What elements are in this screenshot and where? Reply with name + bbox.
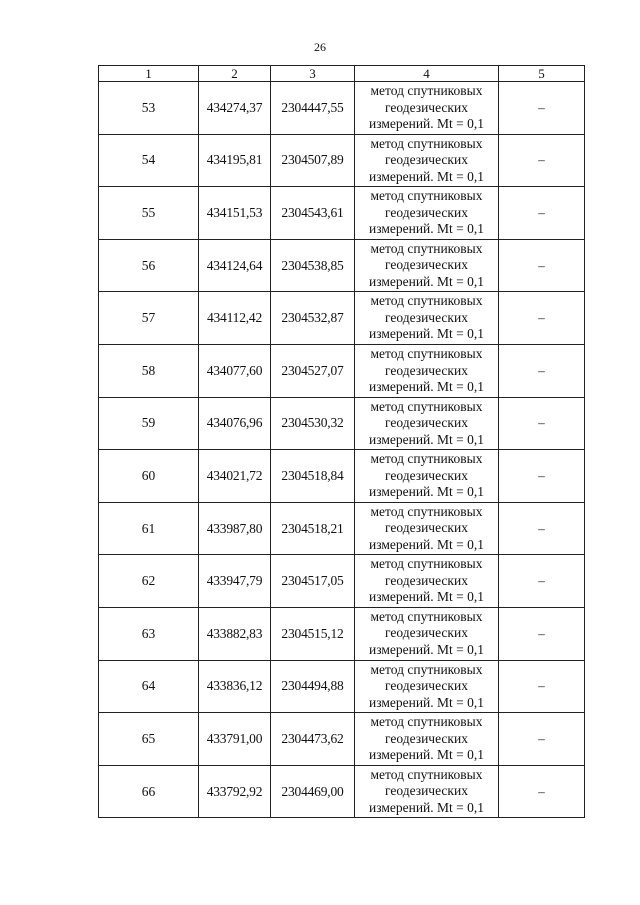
coordinate-x: 433947,79 — [199, 555, 271, 608]
coordinate-x: 434076,96 — [199, 397, 271, 450]
point-number: 66 — [99, 765, 199, 818]
column-5-value: – — [499, 502, 585, 555]
method-line: геодезических — [385, 415, 468, 431]
column-5-value: – — [499, 397, 585, 450]
method-description — [355, 555, 499, 608]
method-line: геодезических — [385, 152, 468, 168]
method-line: измерений. Mt = 0,1 — [368, 116, 485, 132]
column-5-value: – — [499, 765, 585, 818]
point-number: 65 — [99, 713, 199, 766]
table-row — [99, 397, 585, 450]
method-line: метод спутниковых — [370, 188, 483, 204]
method-description — [355, 134, 499, 187]
coordinate-x: 433836,12 — [199, 660, 271, 713]
point-number: 57 — [99, 292, 199, 345]
column-5-value: – — [499, 713, 585, 766]
point-number: 54 — [99, 134, 199, 187]
coordinate-y: 2304530,32 — [271, 397, 355, 450]
point-number: 56 — [99, 239, 199, 292]
table-row — [99, 555, 585, 608]
point-number: 58 — [99, 344, 199, 397]
method-line: метод спутниковых — [370, 503, 483, 519]
column-5-value: – — [499, 239, 585, 292]
point-number: 53 — [99, 82, 199, 135]
coordinate-y: 2304538,85 — [271, 239, 355, 292]
method-description — [355, 239, 499, 292]
header-col-2: 2 — [199, 66, 271, 82]
method-line: измерений. Mt = 0,1 — [368, 799, 485, 815]
coordinate-y: 2304518,84 — [271, 450, 355, 503]
method-line: метод спутниковых — [370, 661, 483, 677]
table-header — [99, 66, 585, 82]
method-line: метод спутниковых — [370, 83, 483, 99]
coordinate-y: 2304469,00 — [271, 765, 355, 818]
table-row — [99, 82, 585, 135]
method-line: измерений. Mt = 0,1 — [368, 273, 485, 289]
coordinate-x: 434274,37 — [199, 82, 271, 135]
column-5-value: – — [499, 82, 585, 135]
coordinate-x: 434021,72 — [199, 450, 271, 503]
coordinate-y: 2304473,62 — [271, 713, 355, 766]
method-line: измерений. Mt = 0,1 — [368, 536, 485, 552]
method-description — [355, 82, 499, 135]
column-5-value: – — [499, 187, 585, 240]
coordinate-y: 2304515,12 — [271, 607, 355, 660]
table-row — [99, 450, 585, 503]
method-line: измерений. Mt = 0,1 — [368, 589, 485, 605]
method-description — [355, 187, 499, 240]
coordinate-x: 434112,42 — [199, 292, 271, 345]
point-number: 60 — [99, 450, 199, 503]
method-description — [355, 660, 499, 713]
coordinate-x: 433791,00 — [199, 713, 271, 766]
method-line: геодезических — [385, 572, 468, 588]
table-row — [99, 134, 585, 187]
point-number: 62 — [99, 555, 199, 608]
method-description — [355, 292, 499, 345]
column-5-value: – — [499, 607, 585, 660]
method-line: измерений. Mt = 0,1 — [368, 694, 485, 710]
table-row — [99, 765, 585, 818]
method-line: измерений. Mt = 0,1 — [368, 641, 485, 657]
header-col-1: 1 — [99, 66, 199, 82]
coordinate-x: 434077,60 — [199, 344, 271, 397]
method-line: геодезических — [385, 99, 468, 115]
point-number: 59 — [99, 397, 199, 450]
method-line: измерений. Mt = 0,1 — [368, 484, 485, 500]
coordinate-x: 434195,81 — [199, 134, 271, 187]
method-line: измерений. Mt = 0,1 — [368, 221, 485, 237]
method-line: метод спутниковых — [370, 451, 483, 467]
table-row — [99, 660, 585, 713]
coordinate-y: 2304447,55 — [271, 82, 355, 135]
coordinate-y: 2304517,05 — [271, 555, 355, 608]
method-line: метод спутниковых — [370, 398, 483, 414]
point-number: 61 — [99, 502, 199, 555]
header-row — [99, 66, 585, 82]
coordinate-y: 2304543,61 — [271, 187, 355, 240]
coordinate-y: 2304532,87 — [271, 292, 355, 345]
coordinate-x: 433792,92 — [199, 765, 271, 818]
method-line: геодезических — [385, 625, 468, 641]
table-row — [99, 292, 585, 345]
method-line: измерений. Mt = 0,1 — [368, 326, 485, 342]
method-line: геодезических — [385, 362, 468, 378]
table-row — [99, 239, 585, 292]
method-line: геодезических — [385, 257, 468, 273]
coordinate-y: 2304507,89 — [271, 134, 355, 187]
method-line: метод спутниковых — [370, 135, 483, 151]
point-number: 55 — [99, 187, 199, 240]
header-col-5: 5 — [499, 66, 585, 82]
column-5-value: – — [499, 134, 585, 187]
method-line: геодезических — [385, 467, 468, 483]
point-number: 63 — [99, 607, 199, 660]
method-line: измерений. Mt = 0,1 — [368, 379, 485, 395]
point-number: 64 — [99, 660, 199, 713]
method-line: метод спутниковых — [370, 346, 483, 362]
coordinates-table — [98, 65, 585, 818]
column-5-value: – — [499, 292, 585, 345]
method-description — [355, 502, 499, 555]
method-description — [355, 607, 499, 660]
table-row — [99, 187, 585, 240]
method-line: геодезических — [385, 783, 468, 799]
method-line: геодезических — [385, 204, 468, 220]
coordinate-x: 434151,53 — [199, 187, 271, 240]
method-line: измерений. Mt = 0,1 — [368, 431, 485, 447]
column-5-value: – — [499, 450, 585, 503]
coordinate-x: 433882,83 — [199, 607, 271, 660]
method-line: метод спутниковых — [370, 766, 483, 782]
coordinate-x: 434124,64 — [199, 239, 271, 292]
page-number: 26 — [314, 40, 326, 54]
method-line: метод спутниковых — [370, 293, 483, 309]
header-col-3: 3 — [271, 66, 355, 82]
table-body — [99, 82, 585, 818]
method-line: геодезических — [385, 520, 468, 536]
method-description — [355, 450, 499, 503]
method-description — [355, 713, 499, 766]
header-col-4: 4 — [355, 66, 499, 82]
method-line: метод спутниковых — [370, 240, 483, 256]
column-5-value: – — [499, 344, 585, 397]
table-row — [99, 713, 585, 766]
method-description — [355, 344, 499, 397]
table-row — [99, 344, 585, 397]
method-line: метод спутниковых — [370, 556, 483, 572]
method-line: геодезических — [385, 678, 468, 694]
coordinate-x: 433987,80 — [199, 502, 271, 555]
column-5-value: – — [499, 660, 585, 713]
column-5-value: – — [499, 555, 585, 608]
coordinate-y: 2304494,88 — [271, 660, 355, 713]
coordinate-y: 2304527,07 — [271, 344, 355, 397]
coordinate-y: 2304518,21 — [271, 502, 355, 555]
method-line: измерений. Mt = 0,1 — [368, 747, 485, 763]
table-row — [99, 502, 585, 555]
method-line: измерений. Mt = 0,1 — [368, 168, 485, 184]
method-description — [355, 397, 499, 450]
method-line: метод спутниковых — [370, 714, 483, 730]
method-description — [355, 765, 499, 818]
method-line: геодезических — [385, 730, 468, 746]
method-line: геодезических — [385, 309, 468, 325]
table-row — [99, 607, 585, 660]
method-line: метод спутниковых — [370, 608, 483, 624]
